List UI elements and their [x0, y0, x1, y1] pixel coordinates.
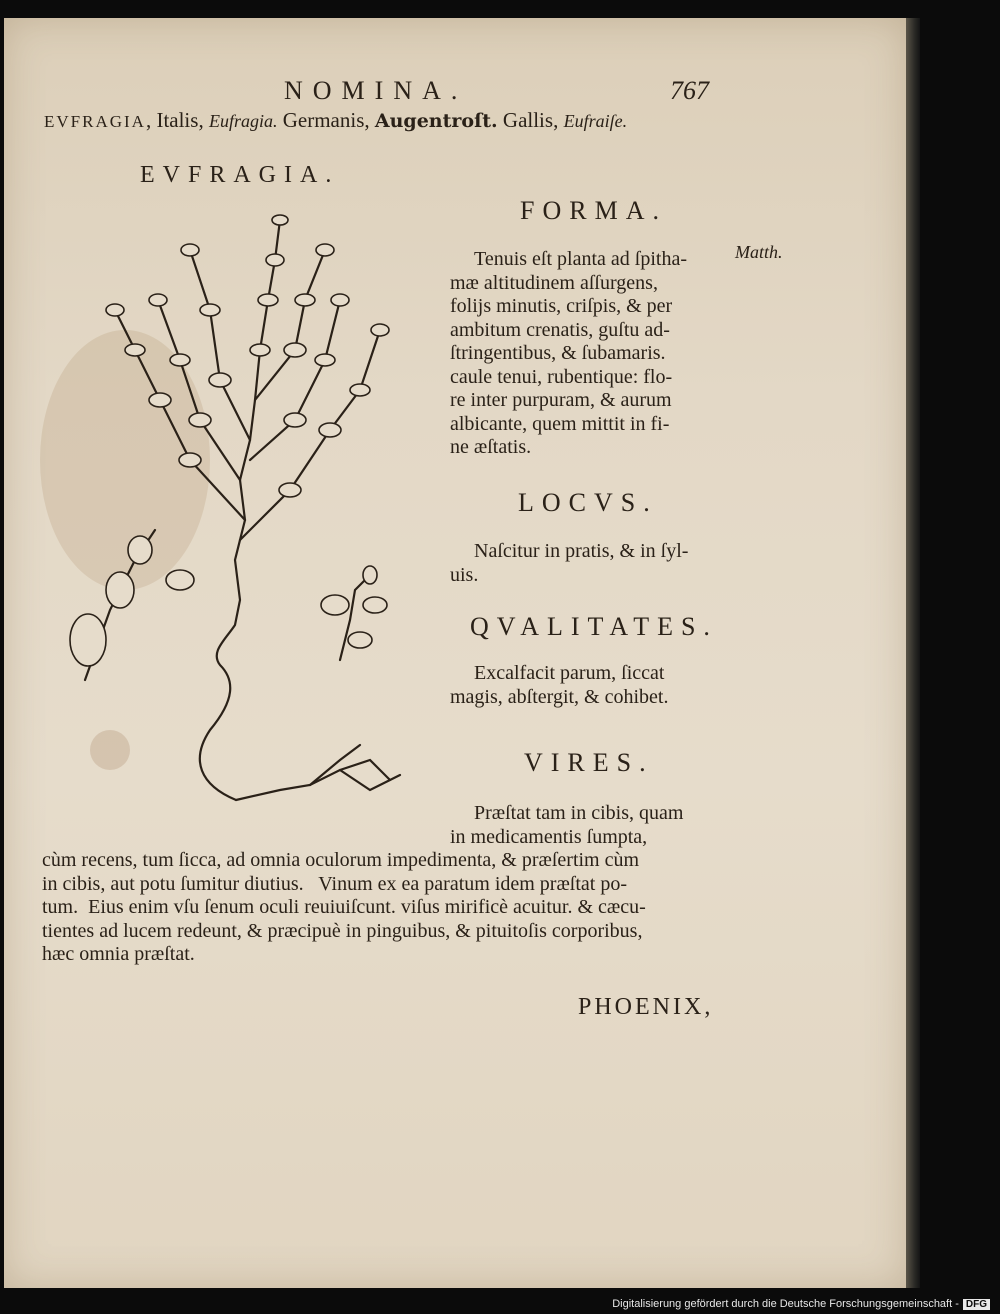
plant-woodcut — [40, 200, 440, 820]
text-line: ambitum crenatis, guſtu ad- — [450, 318, 670, 341]
text-line: caule tenui, rubentique: flo- — [450, 365, 673, 388]
gallis-value: Eufraiſe. — [563, 111, 628, 131]
running-title: NOMINA. — [284, 76, 468, 105]
dfg-logo: DFG — [963, 1299, 990, 1310]
text-line: re inter purpuram, & aurum — [450, 389, 672, 411]
text-line: in medicamentis ſumpta, — [450, 825, 648, 848]
folio-number: 767 — [670, 76, 709, 105]
heading-qualitates: QVALITATES. — [470, 612, 718, 641]
text-line: cùm recens, tum ſicca, ad omnia oculorum impedimenta, & præſertim cùm — [42, 849, 640, 871]
vires-text-wide — [42, 849, 646, 967]
catchword: PHOENIX, — [578, 994, 714, 1020]
italis-label: Italis — [156, 108, 199, 132]
figure-label: EVFRAGIA. — [140, 162, 340, 188]
text-line: Naſcitur in pratis, & in ſyl- — [474, 540, 689, 562]
text-line: Excalfacit parum, ſiccat — [474, 662, 665, 684]
text-line: Tenuis eſt planta ad ſpitha- — [474, 248, 687, 270]
gallis-label: Gallis — [502, 108, 554, 132]
italis-value: Eufragia. — [208, 111, 278, 131]
germanis-value: Augentroſt. — [374, 110, 498, 132]
footer-text: Digitalisierung gefördert durch die Deutsche Forschungsgemeinschaft - — [612, 1298, 959, 1310]
locus-text — [450, 540, 688, 587]
text-line: in cibis, aut potu ſumitur diutius. Vinum ex ea paratum idem præſtat po- — [42, 872, 628, 895]
text-line: folijs minutis, criſpis, & per — [450, 295, 673, 317]
plant-name: EVFRAGIA — [44, 112, 146, 131]
digitization-footer — [612, 1298, 990, 1310]
names-line: EVFRAGIA, Italis, Eufragia. Germanis, Augentroſt. Gallis, Eufraiſe. — [44, 108, 628, 132]
germanis-label: Germanis — [282, 108, 365, 132]
heading-locus: LOCVS. — [518, 488, 658, 517]
forma-text — [450, 248, 687, 460]
text-line: ne æſtatis. — [450, 436, 532, 458]
marginal-note: Matth. — [735, 242, 783, 262]
heading-forma: FORMA. — [520, 196, 667, 225]
text-line: uis. — [450, 563, 479, 586]
vires-text-narrow — [450, 802, 683, 849]
text-line: tum. Eius enim vſu ſenum oculi reuiuiſcunt. viſus mirificè acuitur. & cæcu- — [42, 896, 646, 918]
text-line: hæc omnia præſtat. — [42, 943, 195, 965]
text-line: Præſtat tam in cibis, quam — [474, 802, 684, 824]
text-line: magis, abſtergit, & cohibet. — [450, 685, 669, 708]
text-line: ſtringentibus, & ſubamaris. — [450, 342, 666, 364]
text-line: mæ altitudinem aſſurgens, — [450, 271, 658, 294]
page-edge — [906, 18, 920, 1288]
qualitates-text — [450, 662, 668, 709]
text-line: tientes ad lucem redeunt, & præcipuè in pinguibus, & pituitoſis corporibus, — [42, 919, 643, 942]
heading-vires: VIRES. — [524, 748, 654, 777]
text-line: albicante, quem mittit in fi- — [450, 412, 670, 435]
